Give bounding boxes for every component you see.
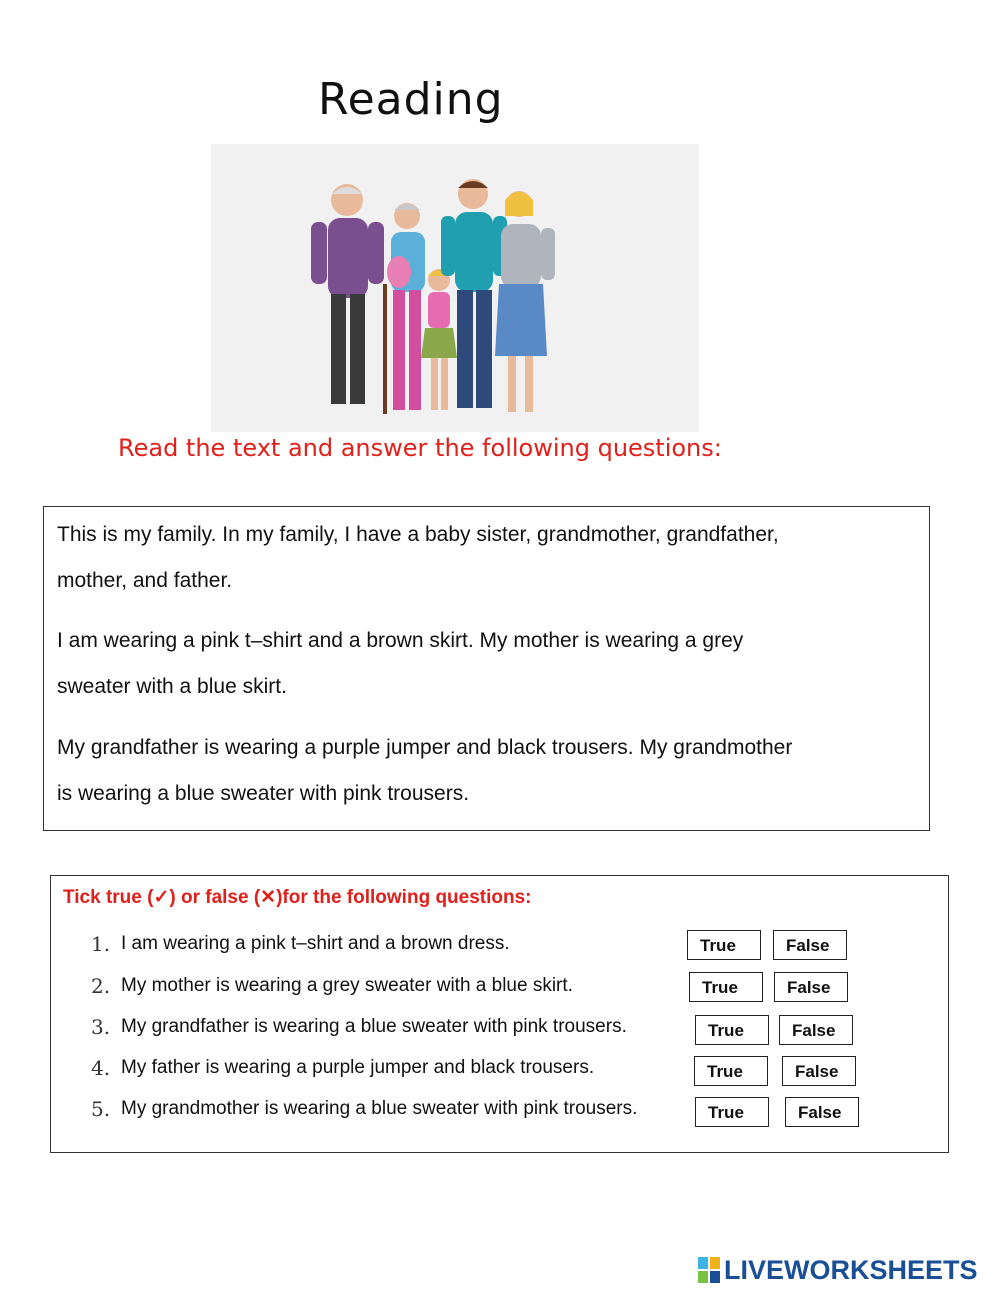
true-option-1[interactable]: True <box>687 930 761 960</box>
question-row <box>51 1095 948 1127</box>
family-illustration <box>211 144 699 432</box>
passage-line: My grandfather is wearing a purple jumper and black trousers. My grandmother <box>57 736 793 759</box>
liveworksheets-logo <box>698 1254 978 1286</box>
question-number: 2. <box>91 974 111 998</box>
question-text: My grandmother is wearing a blue sweater with pink trousers. <box>121 1098 638 1119</box>
question-number: 4. <box>91 1056 111 1080</box>
true-false-quiz <box>50 875 949 1153</box>
reading-passage <box>43 506 930 831</box>
true-option-3[interactable]: True <box>695 1015 769 1045</box>
girl-figure <box>421 269 457 410</box>
page-title: Reading <box>318 74 504 125</box>
true-option-4[interactable]: True <box>694 1056 768 1086</box>
question-row <box>51 1054 948 1086</box>
false-option-3[interactable]: False <box>779 1015 853 1045</box>
question-number: 3. <box>91 1015 111 1039</box>
false-option-5[interactable]: False <box>785 1097 859 1127</box>
instruction-text: Read the text and answer the following questions: <box>118 434 722 462</box>
passage-line: mother, and father. <box>57 569 233 592</box>
true-option-2[interactable]: True <box>689 972 763 1002</box>
passage-line: sweater with a blue skirt. <box>57 675 287 698</box>
question-row <box>51 972 948 1004</box>
liveworksheets-logo-icon <box>698 1257 720 1283</box>
false-option-2[interactable]: False <box>774 972 848 1002</box>
quiz-instruction: Tick true (✓) or false (✕)for the following questions: <box>63 887 532 908</box>
true-option-5[interactable]: True <box>695 1097 769 1127</box>
passage-line: This is my family. In my family, I have a baby sister, grandmother, grandfather, <box>57 523 779 546</box>
father-figure <box>441 179 507 408</box>
false-option-1[interactable]: False <box>773 930 847 960</box>
question-text: My father is wearing a purple jumper and black trousers. <box>121 1057 595 1078</box>
false-option-4[interactable]: False <box>782 1056 856 1086</box>
question-text: My grandfather is wearing a blue sweater with pink trousers. <box>121 1016 627 1037</box>
passage-line: I am wearing a pink t–shirt and a brown skirt. My mother is wearing a grey <box>57 629 744 652</box>
question-text: I am wearing a pink t–shirt and a brown dress. <box>121 933 510 954</box>
question-number: 5. <box>91 1097 111 1121</box>
logo-text: LIVEWORKSHEETS <box>724 1254 978 1285</box>
grandfather-figure <box>311 184 387 414</box>
passage-line: is wearing a blue sweater with pink trousers. <box>57 782 470 805</box>
question-row <box>51 930 948 962</box>
question-number: 1. <box>91 932 111 956</box>
question-text: My mother is wearing a grey sweater with a blue skirt. <box>121 975 573 996</box>
grandmother-figure <box>387 203 425 410</box>
question-row <box>51 1013 948 1045</box>
